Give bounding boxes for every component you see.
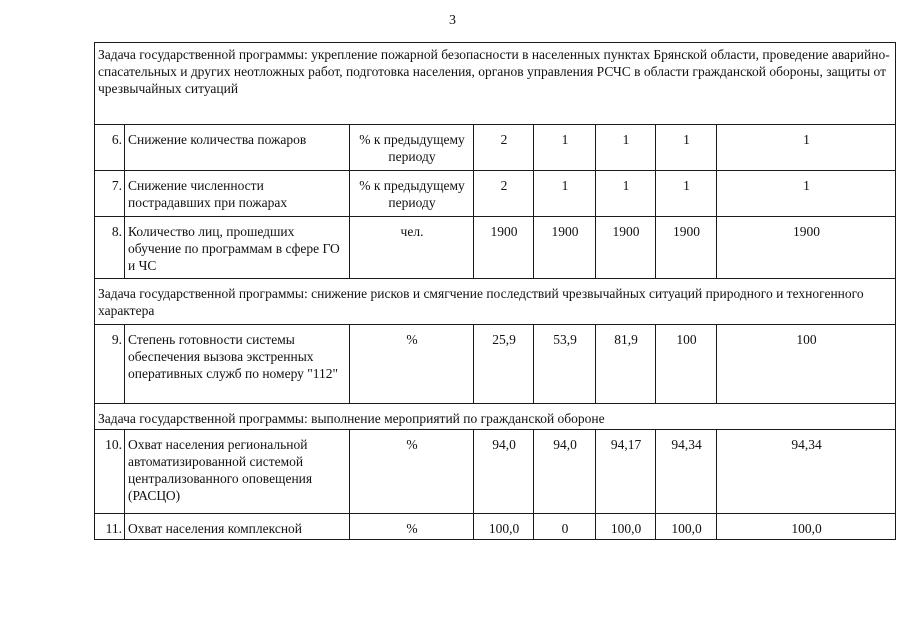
value-cell: 1 (717, 125, 896, 171)
value-cell: 25,9 (474, 325, 534, 404)
table-row (95, 325, 896, 404)
indicator-name: Снижение численности пострадавших при пожарах (125, 171, 350, 217)
row-number: 11. (95, 514, 125, 540)
value-cell: 2 (474, 125, 534, 171)
value-cell: 1 (596, 125, 656, 171)
task-row (95, 404, 896, 430)
value-cell: 94,34 (717, 430, 896, 514)
unit-cell: % к предыдущему периоду (350, 125, 474, 171)
value-cell: 94,0 (474, 430, 534, 514)
value-cell: 1900 (534, 217, 596, 279)
indicators-table (94, 42, 896, 540)
value-cell: 100,0 (717, 514, 896, 540)
indicator-name: Охват населения региональной автоматизированной системой централизованного оповещения (РАСЦО) (125, 430, 350, 514)
value-cell: 94,0 (534, 430, 596, 514)
row-number: 7. (95, 171, 125, 217)
value-cell: 100 (656, 325, 717, 404)
task-row (95, 43, 896, 125)
value-cell: 1900 (474, 217, 534, 279)
task-cell: Задача государственной программы: снижение рисков и смягчение последствий чрезвычайных ситуаций природного и техногенного характера (95, 279, 896, 325)
value-cell: 0 (534, 514, 596, 540)
table-row (95, 430, 896, 514)
value-cell: 94,34 (656, 430, 717, 514)
table-row (95, 171, 896, 217)
table-row (95, 217, 896, 279)
value-cell: 81,9 (596, 325, 656, 404)
value-cell: 2 (474, 171, 534, 217)
value-cell: 100 (717, 325, 896, 404)
value-cell: 1900 (656, 217, 717, 279)
value-cell: 100,0 (656, 514, 717, 540)
value-cell: 1 (534, 125, 596, 171)
indicator-name: Количество лиц, прошедших обучение по программам в сфере ГО и ЧС (125, 217, 350, 279)
value-cell: 1 (596, 171, 656, 217)
task-cell: Задача государственной программы: выполнение мероприятий по гражданской обороне (95, 404, 896, 430)
value-cell: 1 (656, 125, 717, 171)
value-cell: 53,9 (534, 325, 596, 404)
value-cell: 94,17 (596, 430, 656, 514)
table-row (95, 125, 896, 171)
indicator-name: Степень готовности системы обеспечения вызова экстренных оперативных служб по номеру "112" (125, 325, 350, 404)
page-number: 3 (449, 13, 456, 28)
value-cell: 1900 (717, 217, 896, 279)
value-cell: 1 (534, 171, 596, 217)
indicator-name: Охват населения комплексной (125, 514, 350, 540)
row-number: 6. (95, 125, 125, 171)
row-number: 9. (95, 325, 125, 404)
task-cell: Задача государственной программы: укрепление пожарной безопасности в населенных пунктах Брянской области, проведение аварийно-спасательных и других неотложных работ, подготовка населения, органов управления РСЧС в области гражданской обороны, защиты от чрезвычайных ситуаций (95, 43, 896, 125)
unit-cell: % (350, 430, 474, 514)
value-cell: 100,0 (474, 514, 534, 540)
indicator-name: Снижение количества пожаров (125, 125, 350, 171)
unit-cell: % (350, 514, 474, 540)
value-cell: 1 (656, 171, 717, 217)
unit-cell: чел. (350, 217, 474, 279)
value-cell: 1900 (596, 217, 656, 279)
value-cell: 100,0 (596, 514, 656, 540)
unit-cell: % к предыдущему периоду (350, 171, 474, 217)
unit-cell: % (350, 325, 474, 404)
task-row (95, 279, 896, 325)
row-number: 8. (95, 217, 125, 279)
row-number: 10. (95, 430, 125, 514)
table-row (95, 514, 896, 540)
value-cell: 1 (717, 171, 896, 217)
